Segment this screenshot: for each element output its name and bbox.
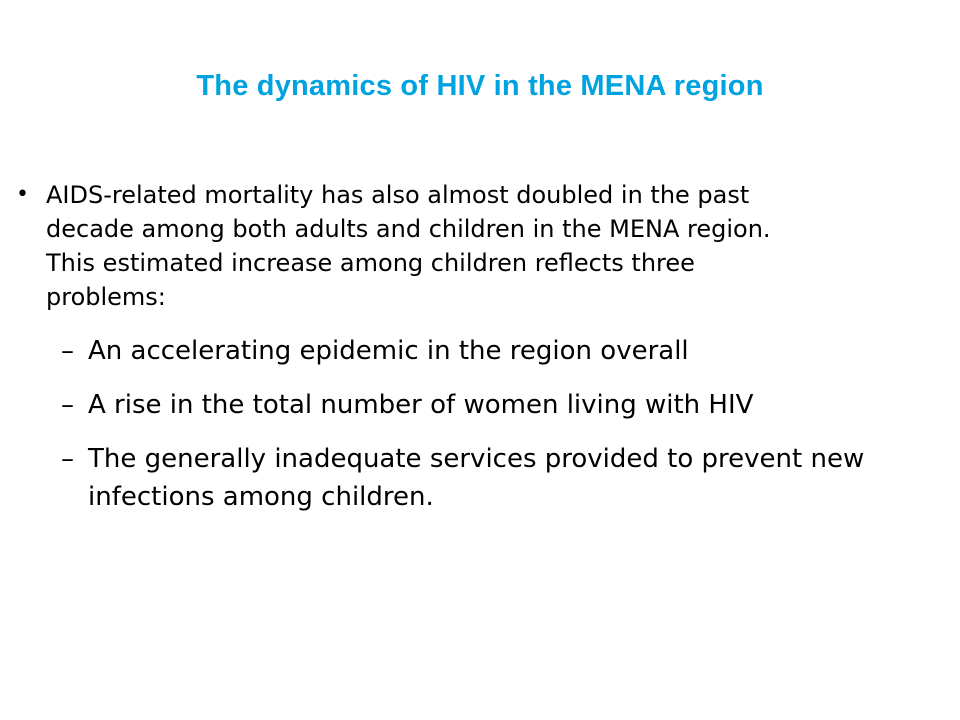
sub-bullet-text: The generally inadequate services provided to prevent new infections among children. [88, 444, 865, 512]
dash-icon: – [61, 390, 74, 420]
bullet-text: AIDS-related mortality has also almost doubled in the past decade among both adults and children in the MENA region. This estimated increase among children reflects three problems: [46, 181, 771, 311]
dash-icon: – [61, 444, 74, 474]
dash-icon: – [61, 336, 74, 366]
sub-bullet-text: An accelerating epidemic in the region overall [88, 336, 689, 366]
slide-title: The dynamics of HIV in the MENA region [196, 70, 764, 102]
bullet-icon: • [16, 182, 29, 207]
sub-bullet-list [0, 332, 960, 516]
sub-bullet-item [61, 386, 878, 424]
sub-bullet-item [61, 332, 878, 370]
sub-bullet-item [61, 440, 878, 516]
slide-body [0, 178, 960, 532]
sub-bullet-text: A rise in the total number of women living with HIV [88, 390, 754, 420]
bullet-item [16, 178, 816, 314]
